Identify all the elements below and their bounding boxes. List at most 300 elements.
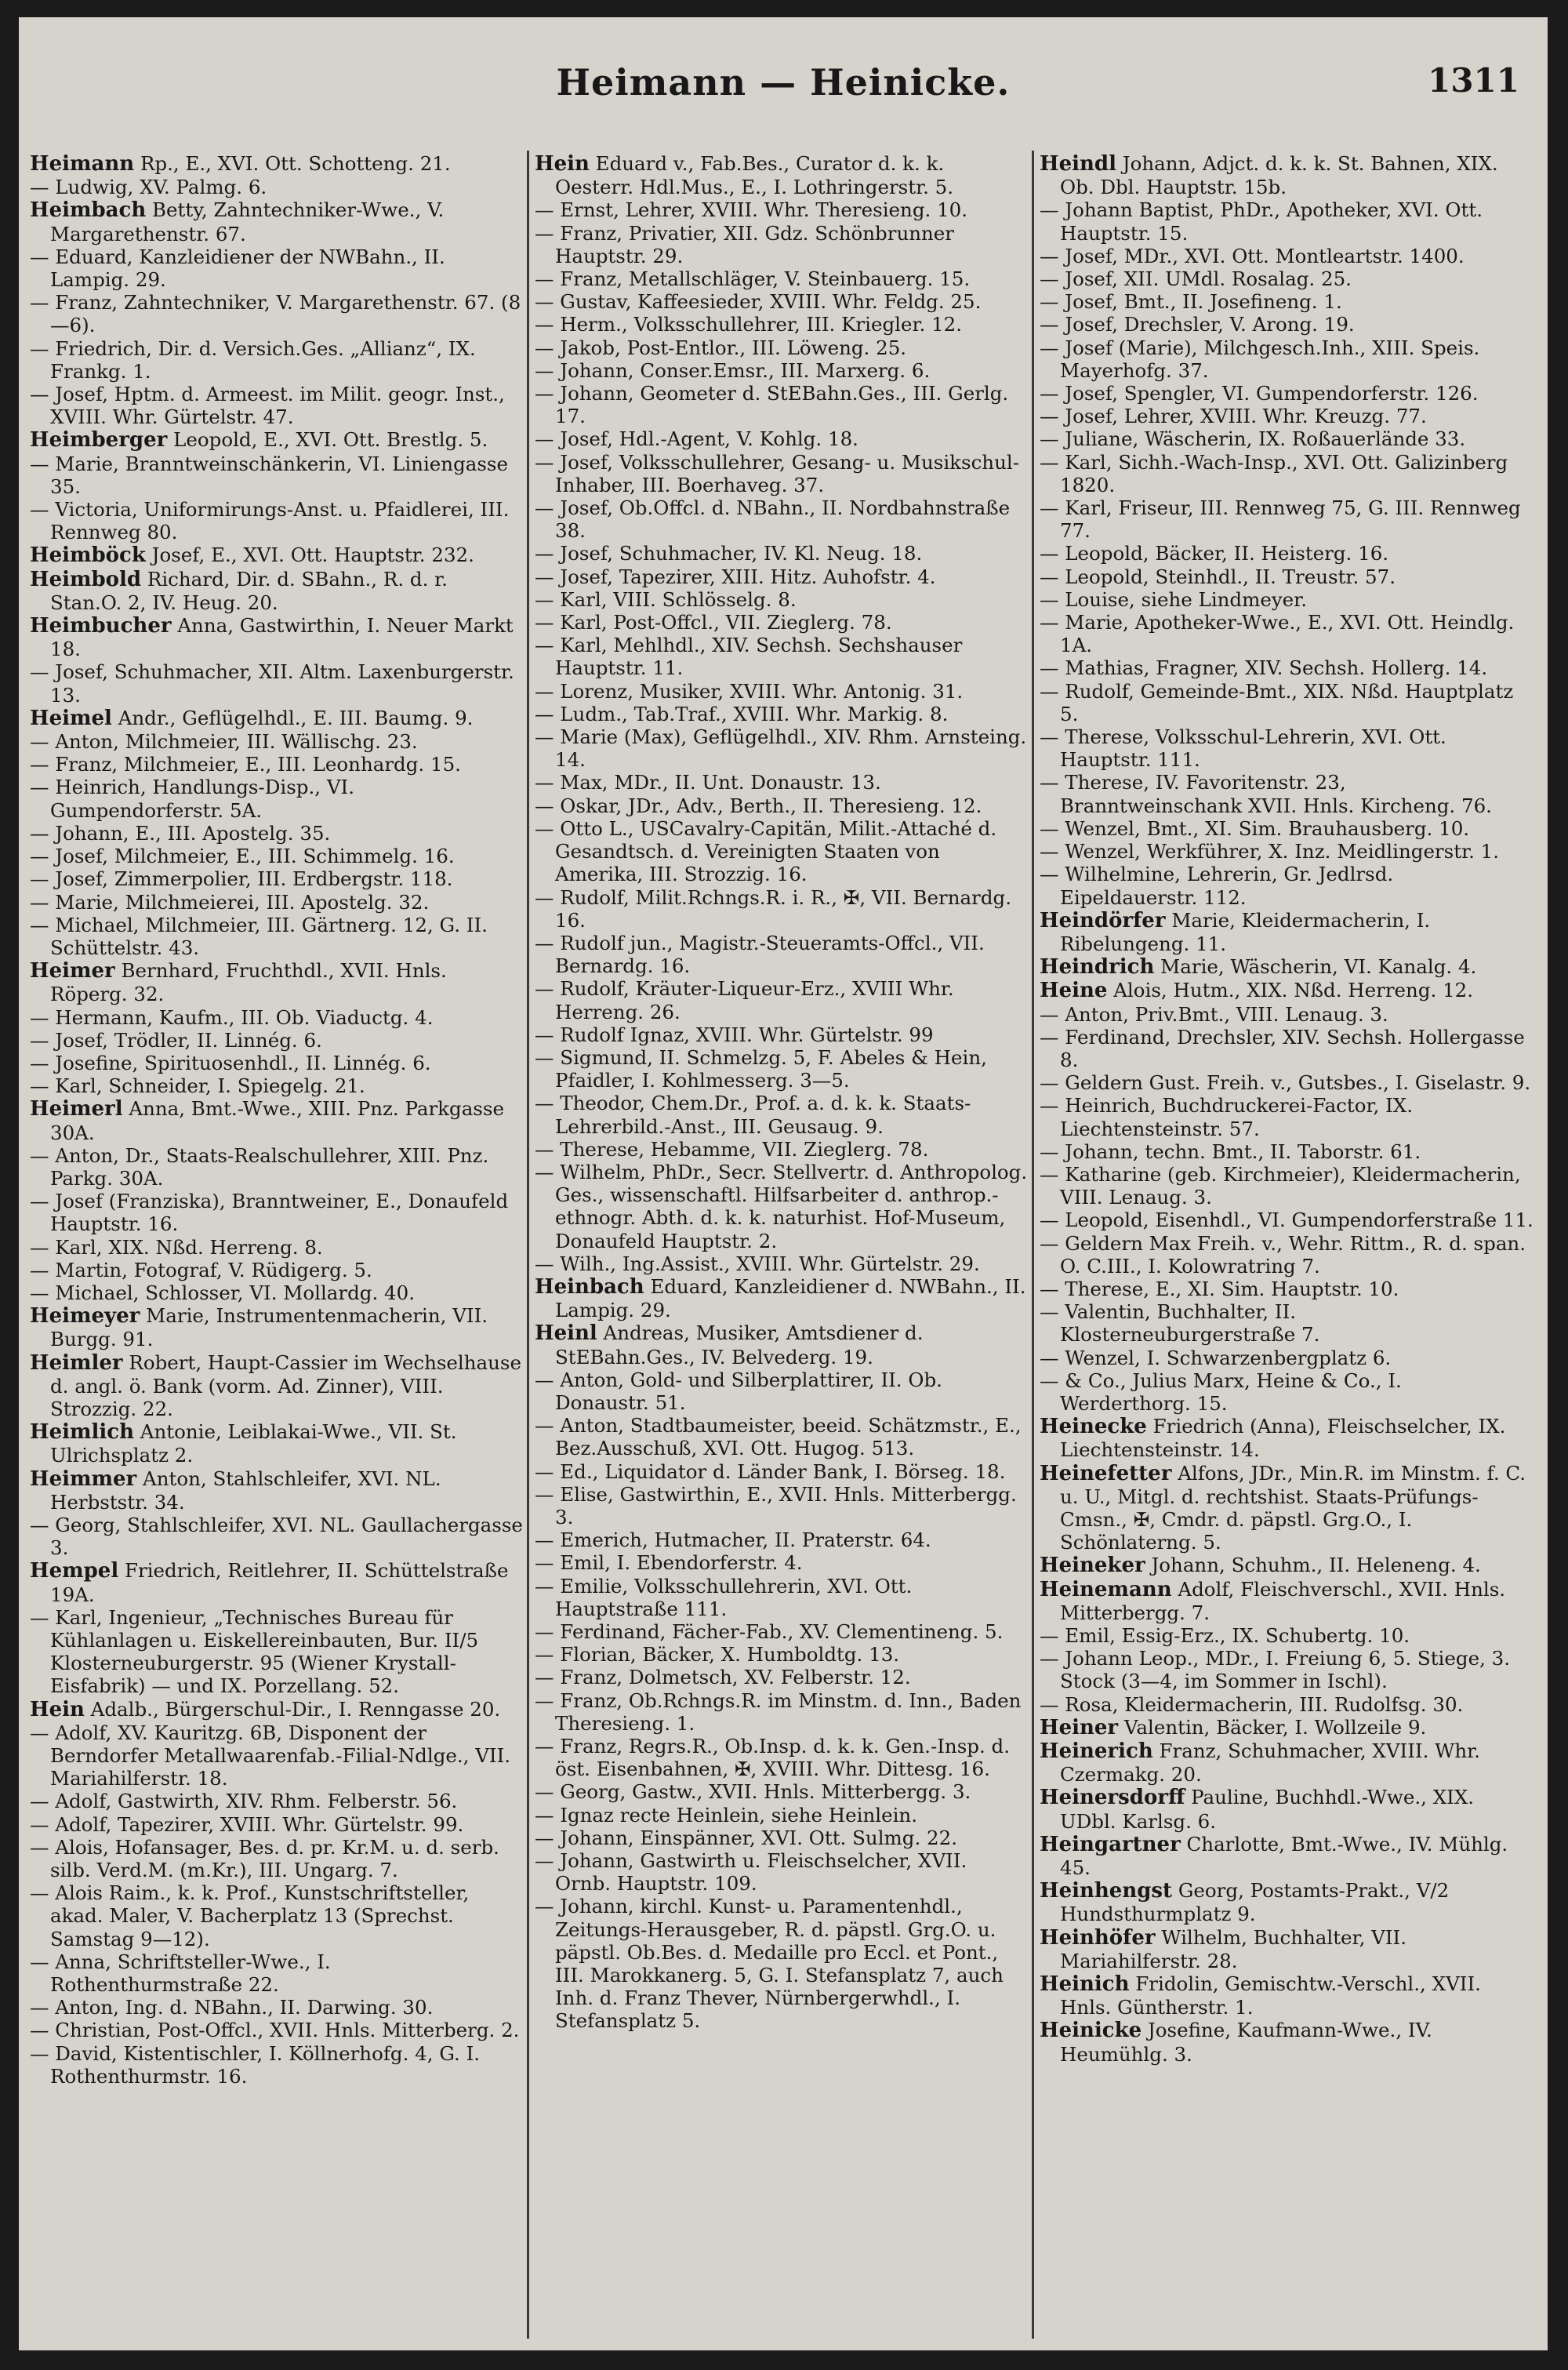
directory-entry <box>30 1420 524 1467</box>
entry-text: Friedrich (Anna), Fleischselcher, IX. Liechtensteinstr. 14. <box>1060 1415 1506 1462</box>
entry-surname: Heimerl <box>30 1097 123 1121</box>
directory-entry <box>1040 909 1534 955</box>
directory-entry <box>1040 611 1534 656</box>
directory-entry <box>30 822 524 845</box>
directory-entry <box>535 565 1029 588</box>
entry-text: — Franz, Metallschläger, V. Steinbauerg. 15. <box>535 267 971 291</box>
entry-text: — Victoria, Uniformirungs-Anst. u. Pfaidlerei, III. Rennweg 80. <box>30 498 510 544</box>
directory-entry <box>535 382 1029 427</box>
directory-entry <box>30 1144 524 1190</box>
entry-text: Antonie, Leiblakai-Wwe., VII. St. Ulrichsplatz 2. <box>50 1420 457 1467</box>
directory-entry <box>1040 405 1534 427</box>
entry-text: — Johann, kirchl. Kunst- u. Paramentenhdl., Zeitungs-Herausgeber, R. d. päpstl. Grg.O. u. päpstl. Ob.Bes. d. Medaille pro Eccl. et Pont., III. Marokkanerg. 5, G. I. Stefansplatz 7, auch Inh. d. Franz Thever, Nürnbergerwhdl., I. Stefansplatz 5. <box>535 1895 1004 2033</box>
directory-entry <box>30 1006 524 1029</box>
entry-text: — Emil, Essig-Erz., IX. Schubertg. 10. <box>1040 1624 1410 1647</box>
directory-entry <box>1040 565 1534 588</box>
entry-text: — Josefine, Spirituosenhdl., II. Linnég. 6. <box>30 1051 431 1074</box>
directory-entry <box>30 1950 524 1996</box>
entry-text: — Wenzel, I. Schwarzenbergplatz 6. <box>1040 1346 1392 1369</box>
entry-surname: Heimbach <box>30 198 147 223</box>
entry-text: Anna, Gastwirthin, I. Neuer Markt 18. <box>50 614 514 661</box>
entry-surname: Heimler <box>30 1350 123 1375</box>
directory-entry <box>30 1559 524 1605</box>
directory-entry <box>1040 1026 1534 1071</box>
directory-entry <box>1040 1094 1534 1140</box>
entry-surname: Heine <box>1040 979 1108 1003</box>
directory-entry <box>1040 1071 1534 1094</box>
entry-surname: Heimmer <box>30 1467 137 1491</box>
entry-text: — Josef, Volksschullehrer, Gesang- u. Musikschul-Inhaber, III. Boerhaveg. 37. <box>535 450 1019 496</box>
directory-entry <box>535 496 1029 542</box>
directory-entry <box>30 245 524 291</box>
directory-entry <box>1040 1716 1534 1739</box>
directory-entry <box>1040 451 1534 496</box>
entry-text: — Leopold, Eisenhdl., VI. Gumpendorferstraße 11. <box>1040 1209 1534 1232</box>
entry-text: — Ernst, Lehrer, XVIII. Whr. Theresieng. 10. <box>535 198 968 222</box>
directory-entry <box>535 794 1029 817</box>
directory-entry <box>1040 1647 1534 1692</box>
directory-entry <box>1040 2019 1534 2065</box>
entry-text: — Wenzel, Werkführer, X. Inz. Meidlingerstr. 1. <box>1040 840 1500 863</box>
entry-text: — Ludwig, XV. Palmg. 6. <box>30 176 267 199</box>
entry-text: — Geldern Gust. Freih. v., Gutsbes., I. Giselastr. 9. <box>1040 1071 1531 1095</box>
entry-text: — Heinrich, Buchdruckerei-Factor, IX. Liechtensteinstr. 57. <box>1040 1094 1414 1140</box>
entry-text: — Wilh., Ing.Assist., XVIII. Whr. Gürtelstr. 29. <box>535 1252 980 1275</box>
directory-entry <box>30 568 524 614</box>
entry-text: — Josef, XII. UMdl. Rosalag. 25. <box>1040 267 1352 291</box>
entry-text: — Karl, VIII. Schlösselg. 8. <box>535 587 797 611</box>
entry-text: Josef, E., XVI. Ott. Hauptstr. 232. <box>145 543 474 567</box>
entry-text: — Anton, Ing. d. NBahn., II. Darwing. 30. <box>30 1996 434 2019</box>
entry-surname: Heinhengst <box>1040 1879 1173 1903</box>
entry-text: — Emerich, Hutmacher, II. Praterstr. 64. <box>535 1529 931 1552</box>
directory-entry <box>535 611 1029 634</box>
directory-entry <box>535 886 1029 932</box>
directory-entry <box>535 542 1029 565</box>
entry-text: Robert, Haupt-Cassier im Wechselhause d. angl. ö. Bank (vorm. Ad. Zinner), VIII. Strozzig. 22. <box>50 1350 521 1420</box>
directory-entry <box>535 290 1029 313</box>
directory-entry <box>30 1790 524 1812</box>
directory-entry <box>30 753 524 776</box>
entry-text: Adolf, Fleischverschl., XVII. Hnls. Mitterbergg. 7. <box>1060 1577 1506 1624</box>
directory-entry <box>30 1304 524 1350</box>
directory-entry <box>1040 1140 1534 1163</box>
entry-text: Johann, Schuhm., II. Heleneng. 4. <box>1145 1554 1481 1577</box>
directory-entry <box>535 198 1029 221</box>
column-divider <box>527 151 529 2339</box>
entry-text: — Josef, Spengler, VI. Gumpendorferstr. 126. <box>1040 382 1479 405</box>
entry-text: — Franz, Zahntechniker, V. Margarethenstr. 67. (8—6). <box>30 291 521 337</box>
directory-entry <box>30 1721 524 1790</box>
entry-text: — Anton, Stadtbaumeister, beeid. Schätzmstr., E., Bez.Ausschuß, XVI. Ott. Hugog. 513. <box>535 1414 1022 1460</box>
directory-entry <box>1040 152 1534 198</box>
entry-text: — Franz, Privatier, XII. Gdz. Schönbrunner Hauptstr. 29. <box>535 221 954 267</box>
entry-text: — Anton, Milchmeier, III. Wällischg. 23. <box>30 730 418 754</box>
directory-entry <box>535 222 1029 267</box>
directory-entry <box>30 1514 524 1559</box>
directory-entry <box>535 1460 1029 1483</box>
entry-text: — Friedrich, Dir. d. Versich.Ges. „Allianz“, IX. Frankg. 1. <box>30 336 476 383</box>
entry-text: — Martin, Fotograf, V. Rüdigerg. 5. <box>30 1258 372 1281</box>
entry-text: Charlotte, Bmt.-Wwe., IV. Mühlg. 45. <box>1060 1832 1508 1880</box>
entry-text: — Josef, Tapezirer, XIII. Hitz. Auhofstr. 4. <box>535 565 936 588</box>
directory-entry <box>30 498 524 543</box>
entry-text: — Johann, Einspänner, XVI. Ott. Sulmg. 22. <box>535 1826 957 1849</box>
entry-text: — Johann, techn. Bmt., II. Taborstr. 61. <box>1040 1140 1421 1163</box>
directory-entry <box>30 1351 524 1421</box>
entry-text: — Juliane, Wäscherin, IX. Roßauerlände 33. <box>1040 427 1466 451</box>
directory-entry <box>535 1643 1029 1666</box>
directory-entry <box>1040 1369 1534 1415</box>
directory-entry <box>535 1529 1029 1551</box>
directory-entry <box>1040 542 1534 565</box>
entry-text: — Leopold, Steinhdl., II. Treustr. 57. <box>1040 565 1396 588</box>
entry-text: — Ignaz recte Heinlein, siehe Heinlein. <box>535 1803 917 1827</box>
directory-entry <box>535 703 1029 725</box>
entry-text: — Leopold, Bäcker, II. Heisterg. 16. <box>1040 542 1389 565</box>
entry-text: — Marie, Milchmeierei, III. Apostelg. 32. <box>30 890 430 914</box>
directory-entry <box>1040 336 1534 382</box>
entry-text: — Jakob, Post-Entlor., III. Löweng. 25. <box>535 336 907 359</box>
entry-text: — Katharine (geb. Kirchmeier), Kleidermacherin, VIII. Lenaug. 3. <box>1040 1162 1521 1209</box>
directory-entry <box>535 1575 1029 1620</box>
entry-text: — Adolf, Tapezirer, XVIII. Whr. Gürtelstr. 99. <box>30 1812 464 1836</box>
directory-entry <box>1040 1786 1534 1832</box>
directory-entry <box>1040 267 1534 290</box>
entry-text: — Johann Baptist, PhDr., Apotheker, XVI. Ott. Hauptstr. 15. <box>1040 198 1483 245</box>
entry-text: — Josef, Hptm. d. Armeest. im Milit. geogr. Inst., XVIII. Whr. Gürtelstr. 47. <box>30 383 505 429</box>
entry-text: — Adolf, XV. Kauritzg. 6B, Disponent der Berndorfer Metallwaarenfab.-Filial-Ndlge., VII. Mariahilferstr. 18. <box>30 1721 511 1790</box>
entry-text: Pauline, Buchhdl.-Wwe., XIX. UDbl. Karlsg. 6. <box>1060 1786 1475 1833</box>
entry-text: — Geldern Max Freih. v., Wehr. Rittm., R. d. span. O. C.III., I. Kolowratring 7. <box>1040 1231 1526 1278</box>
directory-entry <box>30 1813 524 1836</box>
entry-surname: Heinecke <box>1040 1415 1147 1439</box>
entry-surname: Heinefetter <box>1040 1461 1172 1485</box>
directory-entry <box>535 1827 1029 1849</box>
entry-surname: Heimlich <box>30 1420 134 1445</box>
directory-entry <box>30 1606 524 1698</box>
directory-entry <box>30 428 524 452</box>
directory-entry <box>30 152 524 176</box>
directory-entry <box>535 1689 1029 1735</box>
entry-text: Leopold, E., XVI. Ott. Brestlg. 5. <box>167 428 488 452</box>
entry-text: — Emil, I. Ebendorferstr. 4. <box>535 1551 803 1575</box>
directory-entry <box>1040 427 1534 450</box>
entry-text: — Josef, Drechsler, V. Arong. 19. <box>1040 313 1355 336</box>
directory-entry <box>30 776 524 821</box>
entry-text: — Johann, Conser.Emsr., III. Marxerg. 6. <box>535 358 931 382</box>
page-header <box>19 17 1548 111</box>
directory-entry <box>535 1275 1029 1321</box>
directory-entry <box>535 1804 1029 1827</box>
directory-entry <box>535 313 1029 336</box>
directory-entry <box>1040 1209 1534 1231</box>
entry-text: — Georg, Gastw., XVII. Hnls. Mitterbergg. 3. <box>535 1780 971 1804</box>
directory-entry <box>1040 1462 1534 1554</box>
entry-text: — Josef, MDr., XVI. Ott. Montleartstr. 1400. <box>1040 244 1465 267</box>
entry-text: — Georg, Stahlschleifer, XVI. NL. Gaullachergasse 3. <box>30 1513 523 1560</box>
entry-text: — Josef, Lehrer, XVIII. Whr. Kreuzg. 77. <box>1040 405 1427 428</box>
entry-text: — Sigmund, II. Schmelzg. 5, F. Abeles & Hein, Pfaidler, I. Kohlmesserg. 3—5. <box>535 1045 987 1092</box>
directory-entry <box>535 1092 1029 1137</box>
directory-entry <box>535 1046 1029 1092</box>
entry-text: Wilhelm, Buchhalter, VII. Mariahilferstr. 28. <box>1060 1925 1406 1972</box>
directory-entry <box>1040 1879 1534 1925</box>
directory-entry <box>1040 588 1534 611</box>
directory-entry <box>30 730 524 753</box>
directory-entry <box>1040 656 1534 679</box>
entry-text: Richard, Dir. d. SBahn., R. d. r. Stan.O. 2, IV. Heug. 20. <box>50 567 448 614</box>
directory-entry <box>1040 771 1534 816</box>
directory-entry <box>30 867 524 890</box>
entry-surname: Heinersdorff <box>1040 1786 1185 1810</box>
entry-surname: Heinemann <box>1040 1577 1172 1601</box>
entry-text: — Rudolf Ignaz, XVIII. Whr. Gürtelstr. 99 <box>535 1023 934 1046</box>
directory-entry <box>30 1467 524 1514</box>
entry-text: Andr., Geflügelhdl., E. III. Baumg. 9. <box>111 706 474 729</box>
entry-surname: Heimböck <box>30 543 146 568</box>
directory-entry <box>30 453 524 498</box>
entry-text: Alois, Hutm., XIX. Nßd. Herreng. 12. <box>1107 979 1474 1002</box>
entry-text: — Anton, Priv.Bmt., VIII. Lenaug. 3. <box>1040 1002 1388 1026</box>
directory-entry <box>535 1666 1029 1688</box>
directory-entry <box>30 1281 524 1304</box>
entry-text: — Heinrich, Handlungs-Disp., VI. Gumpendorferstr. 5A. <box>30 776 355 822</box>
directory-entry <box>1040 1232 1534 1278</box>
entry-text: — Karl, Schneider, I. Spiegelg. 21. <box>30 1074 365 1098</box>
directory-entry <box>535 1321 1029 1368</box>
directory-entry <box>1040 955 1534 979</box>
entry-surname: Heingartner <box>1040 1832 1181 1856</box>
entry-surname: Heinerich <box>1040 1739 1153 1764</box>
directory-entry <box>30 1052 524 1074</box>
directory-entry <box>1040 1554 1534 1577</box>
entry-text: — Josef (Franziska), Branntweiner, E., Donaufeld Hauptstr. 16. <box>30 1190 509 1236</box>
entry-surname: Heinl <box>535 1321 597 1346</box>
entry-text: Marie, Instrumentenmacherin, VII. Burgg. 91. <box>50 1304 488 1351</box>
directory-entry <box>535 1414 1029 1459</box>
entry-text: — Otto L., USCavalry-Capitän, Milit.-Attaché d. Gesandtsch. d. Vereinigten Staaten von Amerika, III. Strozzig. 16. <box>535 816 997 886</box>
directory-entry <box>535 152 1029 198</box>
directory-entry <box>30 707 524 730</box>
entry-text: — Josef, Bmt., II. Josefineng. 1. <box>1040 290 1342 314</box>
entry-text: Andreas, Musiker, Amtsdiener d. StEBahn.Ges., IV. Belvederg. 19. <box>555 1321 924 1369</box>
entry-text: — Karl, Mehlhdl., XIV. Sechsh. Sechshauser Hauptstr. 11. <box>535 634 963 680</box>
directory-entry <box>1040 290 1534 313</box>
directory-entry <box>535 771 1029 794</box>
entry-text: Bernhard, Fruchthdl., XVII. Hnls. Röperg. 32. <box>50 959 447 1006</box>
directory-entry <box>1040 1624 1534 1647</box>
entry-text: — Josef (Marie), Milchgesch.Inh., XIII. Speis. Mayerhofg. 37. <box>1040 336 1480 382</box>
directory-entry <box>30 198 524 245</box>
entry-text: — Karl, Friseur, III. Rennweg 75, G. III. Rennweg 77. <box>1040 496 1521 543</box>
entry-surname: Heimann <box>30 152 135 176</box>
entry-text: — Rudolf, Kräuter-Liqueur-Erz., XVIII Whr. Herreng. 26. <box>535 977 954 1023</box>
directory-entry <box>535 932 1029 977</box>
page-number: 1311 <box>1428 61 1519 100</box>
directory-entry <box>30 1881 524 1950</box>
entry-surname: Heinhöfer <box>1040 1925 1156 1950</box>
directory-entry <box>535 1483 1029 1529</box>
directory-entry <box>30 383 524 428</box>
entry-text: Josefine, Kaufmann-Wwe., IV. Heumühlg. 3. <box>1060 2019 1432 2066</box>
entry-surname: Heineker <box>1040 1554 1145 1578</box>
directory-entry <box>535 680 1029 703</box>
entry-text: — Marie, Apotheker-Wwe., E., XVI. Ott. Heindlg. 1A. <box>1040 611 1515 657</box>
running-head: Heimann — Heinicke. <box>556 61 1011 104</box>
entry-surname: Heimer <box>30 959 115 983</box>
entry-text: — Franz, Ob.Rchngs.R. im Minstm. d. Inn., Baden Theresieng. 1. <box>535 1688 1022 1735</box>
directory-entry <box>30 959 524 1005</box>
directory-entry <box>1040 979 1534 1002</box>
entry-text: Eduard v., Fab.Bes., Curator d. k. k. Oesterr. Hdl.Mus., E., I. Lothringerstr. 5. <box>555 152 954 199</box>
entry-text: Marie, Wäscherin, VI. Kanalg. 4. <box>1154 955 1477 979</box>
entry-text: — Oskar, JDr., Adv., Berth., II. Theresieng. 12. <box>535 794 982 817</box>
directory-entry <box>30 1190 524 1235</box>
entry-surname: Heimbold <box>30 567 142 591</box>
entry-text: — Alois Raim., k. k. Prof., Kunstschriftsteller, akad. Maler, V. Bacherplatz 13 (Sprechst. Samstag 9—12). <box>30 1881 470 1950</box>
directory-entry <box>1040 198 1534 244</box>
entry-text: — Ludm., Tab.Traf., XVIII. Whr. Markig. 8. <box>535 702 949 725</box>
directory-entry <box>535 451 1029 496</box>
entry-surname: Hein <box>30 1697 85 1721</box>
entry-text: — Wilhelm, PhDr., Secr. Stellvertr. d. Anthropolog. Ges., wissenschaftl. Hilfsarbeiter d. anthrop.-ethnogr. Abth. d. k. k. naturhist. Hof-Museum, Donaufeld Hauptstr. 2. <box>535 1160 1028 1252</box>
directory-entry <box>535 1780 1029 1803</box>
directory-entry <box>1040 1833 1534 1879</box>
entry-surname: Hein <box>535 152 590 176</box>
directory-entry <box>1040 1693 1534 1716</box>
entry-text: — Eduard, Kanzleidiener der NWBahn., II. Lampig. 29. <box>30 245 445 292</box>
entry-text: Adalb., Bürgerschul-Dir., I. Renngasse 20. <box>84 1697 501 1721</box>
entry-text: — Josef, Schuhmacher, XII. Altm. Laxenburgerstr. 13. <box>30 660 514 707</box>
entry-text: — Michael, Schlosser, VI. Mollardg. 40. <box>30 1281 416 1304</box>
directory-entry <box>30 1836 524 1881</box>
directory-entry <box>30 2019 524 2041</box>
directory-entry <box>1040 1415 1534 1461</box>
column-1 <box>30 152 524 2332</box>
directory-entry <box>535 359 1029 382</box>
directory-entry <box>1040 313 1534 336</box>
entry-text: — Lorenz, Musiker, XVIII. Whr. Antonig. 31. <box>535 679 964 703</box>
entry-text: Marie, Kleidermacherin, I. Ribelungeng. 11. <box>1060 908 1431 955</box>
entry-text: — Therese, Volksschul-Lehrerin, XVI. Ott. Hauptstr. 111. <box>1040 725 1446 772</box>
entry-text: — Marie (Max), Geflügelhdl., XIV. Rhm. Arnsteing. 14. <box>535 725 1027 772</box>
entry-text: — Adolf, Gastwirth, XIV. Rhm. Felberstr. 56. <box>30 1790 458 1813</box>
directory-entry <box>535 267 1029 290</box>
directory-entry <box>30 1029 524 1052</box>
entry-text: — Franz, Dolmetsch, XV. Felberstr. 12. <box>535 1666 911 1689</box>
entry-text: — Max, MDr., II. Unt. Donaustr. 13. <box>535 771 881 794</box>
directory-entry <box>30 176 524 198</box>
directory-entry <box>535 1369 1029 1414</box>
entry-text: — Florian, Bäcker, X. Humboldtg. 13. <box>535 1643 900 1667</box>
entry-text: — Anna, Schriftsteller-Wwe., I. Rothenthurmstraße 22. <box>30 1950 331 1997</box>
directory-entry <box>1040 1300 1534 1346</box>
entry-text: — Karl, Sichh.-Wach-Insp., XVI. Ott. Galizinberg 1820. <box>1040 450 1508 496</box>
entry-text: Anton, Stahlschleifer, XVI. NL. Herbststr. 34. <box>50 1467 441 1514</box>
entry-text: — Gustav, Kaffeesieder, XVIII. Whr. Feldg. 25. <box>535 290 982 314</box>
entry-text: — Rosa, Kleidermacherin, III. Rudolfsg. 30. <box>1040 1692 1464 1716</box>
entry-text: — Marie, Branntweinschänkerin, VI. Liniengasse 35. <box>30 452 508 498</box>
entry-surname: Heimel <box>30 706 112 730</box>
entry-text: — Therese, IV. Favoritenstr. 23, Branntweinschank XVII. Hnls. Kircheng. 76. <box>1040 771 1492 817</box>
directory-entry <box>535 1138 1029 1161</box>
directory-entry <box>30 337 524 383</box>
directory-entry <box>30 845 524 867</box>
entry-text: — Johann Leop., MDr., I. Freiung 6, 5. Stiege, 3. Stock (3—4, im Sommer in Ischl). <box>1040 1647 1511 1693</box>
directory-entry <box>535 1620 1029 1643</box>
entry-text: — Louise, siehe Lindmeyer. <box>1040 587 1307 611</box>
directory-entry <box>1040 680 1534 725</box>
directory-entry <box>1040 1163 1534 1209</box>
directory-entry <box>535 1895 1029 2032</box>
directory-entry <box>30 1097 524 1143</box>
entry-text: — David, Kistentischler, I. Köllnerhofg. 4, G. I. Rothenthurmstr. 16. <box>30 2041 481 2088</box>
entry-text: — Josef, Milchmeier, E., III. Schimmelg. 16. <box>30 845 455 868</box>
directory-entry <box>30 291 524 336</box>
entry-text: — Johann, Geometer d. StEBahn.Ges., III. Gerlg. 17. <box>535 382 1009 428</box>
entry-surname: Heindrich <box>1040 955 1155 980</box>
entry-text: — Herm., Volksschullehrer, III. Kriegler. 12. <box>535 313 963 336</box>
entry-text: — Mathias, Fragner, XIV. Sechsh. Hollerg. 14. <box>1040 656 1488 680</box>
entry-text: — Alois, Hofansager, Bes. d. pr. Kr.M. u. d. serb. silb. Verd.M. (m.Kr.), III. Ungarg. 7. <box>30 1835 499 1882</box>
entry-surname: Heinicke <box>1040 2019 1142 2043</box>
directory-entry <box>30 891 524 914</box>
entry-text: — Wilhelmine, Lehrerin, Gr. Jedlrsd. Eipeldauerstr. 112. <box>1040 863 1394 909</box>
entry-text: — Anton, Dr., Staats-Realschullehrer, XIII. Pnz. Parkg. 30A. <box>30 1143 489 1190</box>
directory-entry <box>30 914 524 959</box>
directory-entry <box>535 1849 1029 1895</box>
entry-text: Friedrich, Reitlehrer, II. Schüttelstraße 19A. <box>50 1559 509 1606</box>
directory-entry <box>30 660 524 706</box>
directory-entry <box>1040 817 1534 840</box>
directory-entry <box>30 1259 524 1281</box>
entry-text: — Rudolf jun., Magistr.-Steueramts-Offcl., VII. Bernardg. 16. <box>535 931 985 978</box>
entry-text: — Rudolf, Gemeinde-Bmt., XIX. Nßd. Hauptplatz 5. <box>1040 679 1514 725</box>
directory-entry <box>1040 840 1534 863</box>
entry-text: Eduard, Kanzleidiener d. NWBahn., II. Lampig. 29. <box>555 1274 1026 1322</box>
directory-entry <box>535 1252 1029 1275</box>
entry-text: — Karl, Post-Offcl., VII. Zieglerg. 78. <box>535 611 892 634</box>
entry-text: — Elise, Gastwirthin, E., XVII. Hnls. Mitterbergg. 3. <box>535 1482 1017 1529</box>
entry-text: Valentin, Bäcker, I. Wollzeile 9. <box>1118 1715 1427 1739</box>
entry-text: Rp., E., XVI. Ott. Schotteng. 21. <box>134 152 451 175</box>
directory-entry <box>1040 245 1534 267</box>
entry-surname: Heinich <box>1040 1972 1130 1997</box>
entry-text: — Therese, E., XI. Sim. Hauptstr. 10. <box>1040 1277 1399 1300</box>
directory-entry <box>535 817 1029 886</box>
entry-surname: Heindörfer <box>1040 908 1166 932</box>
directory-entry <box>1040 1003 1534 1026</box>
directory-entry <box>1040 1347 1534 1369</box>
directory-entry <box>1040 863 1534 908</box>
entry-surname: Heiner <box>1040 1715 1119 1739</box>
directory-entry <box>30 1996 524 2019</box>
directory-entry <box>535 588 1029 611</box>
entry-surname: Heimberger <box>30 428 168 453</box>
entry-text: Franz, Schuhmacher, XVIII. Whr. Czermakg. 20. <box>1060 1739 1480 1787</box>
entry-text: — Michael, Milchmeier, III. Gärtnerg. 12, G. II. Schüttelstr. 43. <box>30 913 488 959</box>
entry-text: — Josef, Schuhmacher, IV. Kl. Neug. 18. <box>535 542 923 565</box>
entry-text: — Hermann, Kaufm., III. Ob. Viaductg. 4. <box>30 1005 434 1029</box>
entry-text: — Anton, Gold- und Silberplattirer, II. Ob. Donaustr. 51. <box>535 1368 942 1414</box>
directory-entry <box>1040 1278 1534 1300</box>
column-2 <box>535 152 1029 2332</box>
directory-entry <box>30 1236 524 1259</box>
entry-text: — Franz, Milchmeier, E., III. Leonhardg. 15. <box>30 753 461 776</box>
entry-text: — Josef, Zimmerpolier, III. Erdbergstr. 118. <box>30 867 453 891</box>
entry-text: — Ferdinand, Fächer-Fab., XV. Clementineng. 5. <box>535 1620 1004 1643</box>
